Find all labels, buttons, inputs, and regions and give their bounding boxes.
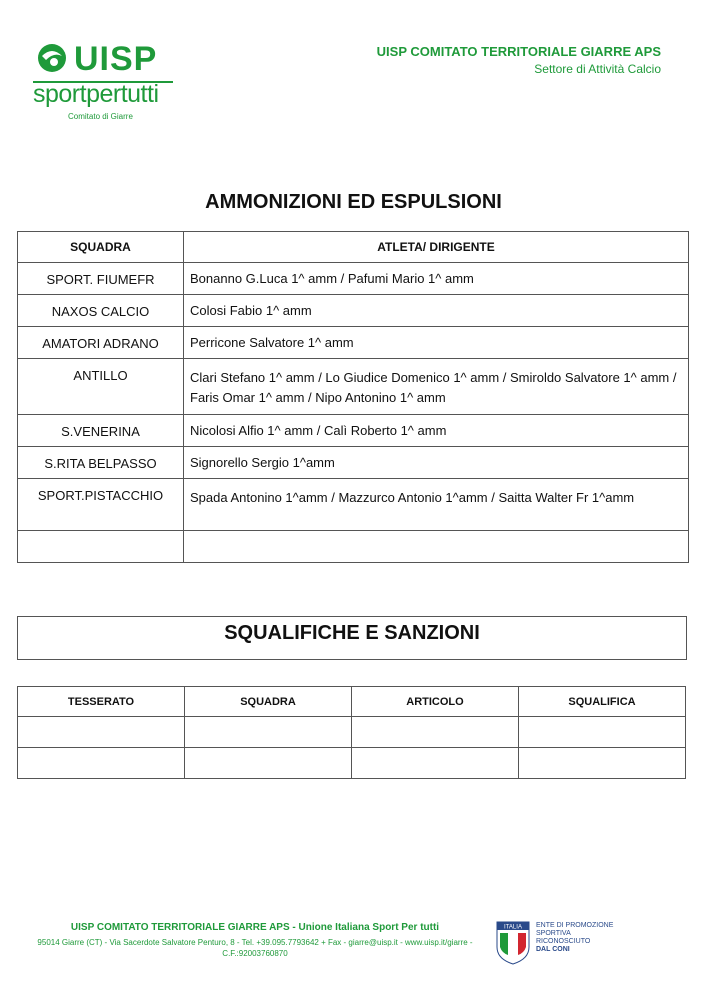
team-cell: SPORT. FIUMEFR <box>18 263 184 295</box>
uisp-emblem-icon <box>32 42 72 78</box>
coni-italia-label: ITALIA <box>504 924 522 931</box>
table-cell <box>519 748 686 779</box>
org-title: UISP COMITATO TERRITORIALE GIARRE APS <box>376 44 661 59</box>
coni-line: SPORTIVA <box>536 930 571 937</box>
table-row <box>18 327 689 359</box>
coni-shield-icon <box>496 921 530 965</box>
athletes-cell <box>184 531 689 563</box>
org-header <box>377 44 661 76</box>
coni-recognition <box>536 922 613 954</box>
table-header-row <box>18 232 689 263</box>
col-header-team: SQUADRA <box>18 232 184 263</box>
team-cell: S.RITA BELPASSO <box>18 447 184 479</box>
section2-title-box <box>17 616 687 660</box>
table-row <box>18 447 689 479</box>
table-cell <box>185 717 352 748</box>
table-cell <box>185 748 352 779</box>
table-row <box>18 263 689 295</box>
table-header-row <box>18 687 686 717</box>
team-cell: SPORT.PISTACCHIO <box>18 479 184 531</box>
table-row <box>18 295 689 327</box>
footer-tax-code: C.F.:92003760870 <box>222 949 288 958</box>
org-subtitle: Settore di Attività Calcio <box>534 62 661 76</box>
team-cell: NAXOS CALCIO <box>18 295 184 327</box>
logo-wordmark: UISP <box>74 40 158 78</box>
table-row <box>18 415 689 447</box>
table-row <box>18 359 689 415</box>
col-header-athlete: ATLETA/ DIRIGENTE <box>184 232 689 263</box>
table-cell <box>352 717 519 748</box>
col-header-disqualification: SQUALIFICA <box>519 687 686 717</box>
table-row-empty <box>18 748 686 779</box>
footer-address <box>20 937 490 959</box>
athletes-cell: Spada Antonino 1^amm / Mazzurco Antonio 1^amm / Saitta Walter Fr 1^amm <box>184 479 689 531</box>
table-row-empty <box>18 717 686 748</box>
uisp-logo <box>30 40 180 125</box>
col-header-member: TESSERATO <box>18 687 185 717</box>
table-cell <box>352 748 519 779</box>
athletes-cell: Signorello Sergio 1^amm <box>184 447 689 479</box>
table-cell <box>18 717 185 748</box>
athletes-cell: Bonanno G.Luca 1^ amm / Pafumi Mario 1^ amm <box>184 263 689 295</box>
athletes-cell: Perricone Salvatore 1^ amm <box>184 327 689 359</box>
team-cell <box>18 531 184 563</box>
team-cell: AMATORI ADRANO <box>18 327 184 359</box>
section1-title: AMMONIZIONI ED ESPULSIONI <box>205 191 502 213</box>
logo-tagline: sportpertutti <box>33 80 159 108</box>
coni-line: RICONOSCIUTO <box>536 938 591 945</box>
table-row <box>18 479 689 531</box>
table-cell <box>18 748 185 779</box>
table-cell <box>519 717 686 748</box>
col-header-article: ARTICOLO <box>352 687 519 717</box>
team-cell: S.VENERINA <box>18 415 184 447</box>
coni-line: ENTE DI PROMOZIONE <box>536 922 614 929</box>
athletes-cell: Colosi Fabio 1^ amm <box>184 295 689 327</box>
footer-org: UISP COMITATO TERRITORIALE GIARRE APS - Unione Italiana Sport Per tutti <box>70 922 440 933</box>
athletes-cell: Nicolosi Alfio 1^ amm / Calì Roberto 1^ amm <box>184 415 689 447</box>
athletes-cell: Clari Stefano 1^ amm / Lo Giudice Domenico 1^ amm / Smiroldo Salvatore 1^ amm / Faris Omar 1^ amm / Nipo Antonino 1^ amm <box>184 359 689 415</box>
footer <box>20 922 490 959</box>
disqualifications-table <box>17 686 686 779</box>
logo-subtitle: Comitato di Giarre <box>68 112 133 121</box>
col-header-team: SQUADRA <box>185 687 352 717</box>
team-cell: ANTILLO <box>18 359 184 415</box>
warnings-table <box>17 231 689 563</box>
coni-line: DAL CONI <box>536 946 570 953</box>
footer-contacts: 95014 Giarre (CT) - Via Sacerdote Salvatore Penturo, 8 - Tel. +39.095.7793642 + Fax - giarre@uisp.it - www.uisp.it/giarre - <box>37 938 473 947</box>
table-row-empty <box>18 531 689 563</box>
section2-title: SQUALIFICHE E SANZIONI <box>224 622 480 644</box>
